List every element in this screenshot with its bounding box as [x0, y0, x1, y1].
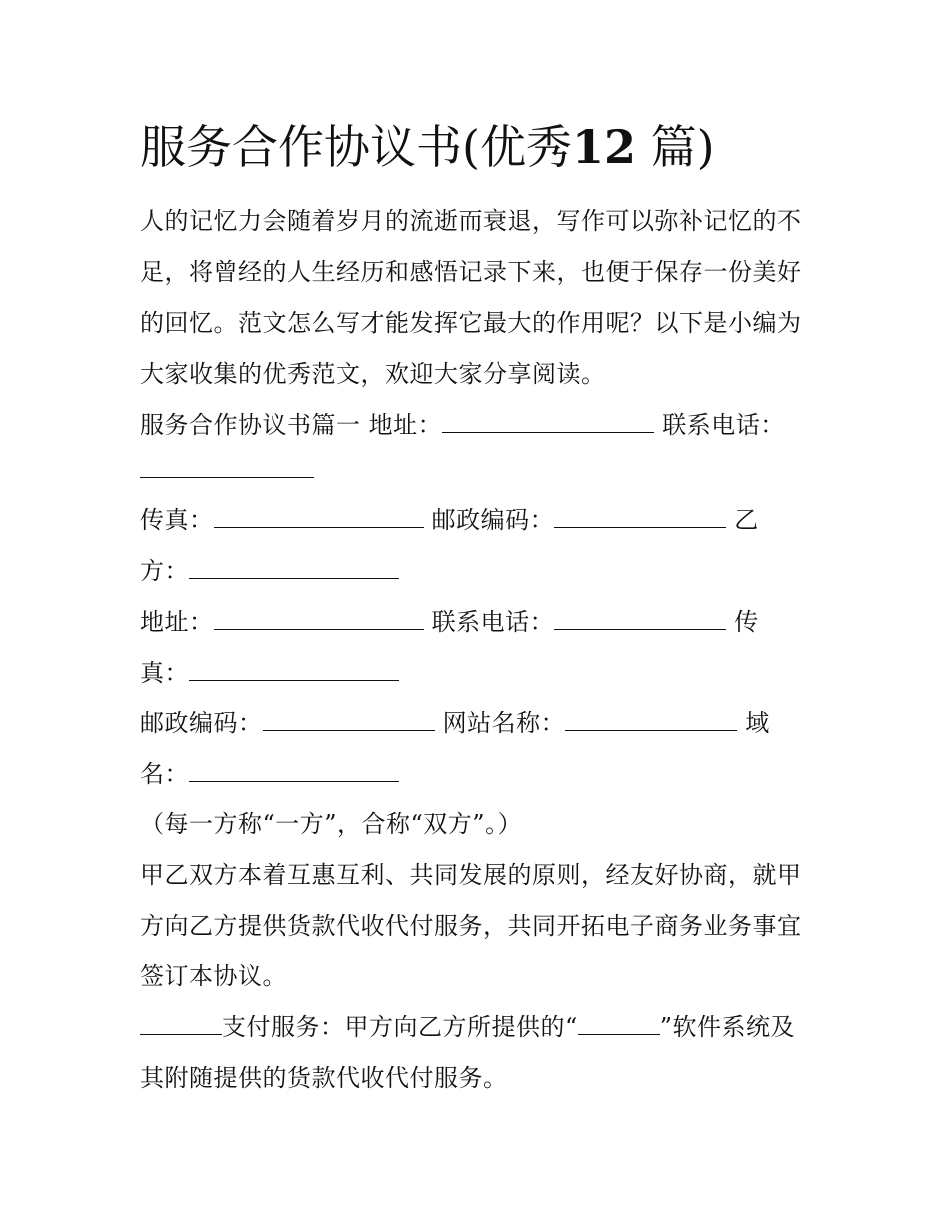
party-b-domain-blank	[189, 759, 399, 782]
party-b-domain-label-part1: 域	[745, 709, 770, 737]
party-b-fax-blank	[189, 658, 399, 681]
intro-line-4: 大家收集的优秀范文，欢迎大家分享阅读。	[140, 360, 606, 388]
service-name-blank	[140, 1012, 222, 1035]
party-b-label-part2: 方：	[140, 557, 189, 585]
party-a-postcode-blank	[554, 505, 726, 528]
party-a-phone-blank-line	[140, 452, 830, 488]
party-a-fax-blank	[214, 505, 424, 528]
party-b-address-line	[140, 604, 830, 640]
party-a-fax-line	[140, 502, 830, 538]
agreement-line-2: 方向乙方提供货款代收代付服务，共同开拓电子商务业务事宜	[140, 912, 802, 940]
service-line-1	[140, 1009, 830, 1045]
party-b-postcode-blank	[263, 708, 435, 731]
party-b-domain-label-part2: 名：	[140, 760, 189, 788]
agreement-line-3: 签订本协议。	[140, 962, 287, 990]
intro-line-1: 人的记忆力会随着岁月的流逝而衰退，写作可以弥补记忆的不	[140, 207, 802, 235]
parties-note: （每一方称“一方”，合称“双方”。）	[140, 810, 523, 838]
service-text-a: 支付服务：甲方向乙方所提供的“	[222, 1013, 578, 1041]
page-title	[140, 112, 840, 182]
title-suffix: 篇)	[650, 120, 715, 174]
party-a-postcode-label: 邮政编码：	[431, 506, 555, 534]
party-b-fax-line	[140, 655, 830, 691]
party-b-line	[140, 553, 830, 589]
agreement-line-1: 甲乙双方本着互惠互利、共同发展的原则，经友好协商，就甲	[140, 861, 802, 889]
party-b-phone-label: 联系电话：	[431, 608, 555, 636]
party-b-name-blank	[189, 556, 399, 579]
party-b-postcode-line	[140, 705, 830, 741]
party-b-address-blank	[214, 607, 424, 630]
party-b-fax-label-part1: 传	[734, 608, 759, 636]
title-space	[636, 120, 651, 174]
party-b-postcode-label: 邮政编码：	[140, 709, 263, 737]
party-a-address-line	[140, 407, 830, 443]
party-a-phone-label: 联系电话：	[662, 411, 785, 439]
party-a-heading: 服务合作协议书篇一 地址：	[140, 411, 443, 439]
party-a-phone-blank	[140, 455, 314, 478]
party-b-fax-label-part2: 真：	[140, 659, 189, 687]
party-b-site-blank	[565, 708, 737, 731]
party-a-fax-label: 传真：	[140, 506, 214, 534]
service-line-2: 其附随提供的货款代收代付服务。	[140, 1064, 508, 1092]
intro-line-2: 足，将曾经的人生经历和感悟记录下来，也便于保存一份美好	[140, 258, 802, 286]
party-b-domain-line	[140, 756, 830, 792]
party-b-site-label: 网站名称：	[442, 709, 566, 737]
title-prefix: 服务合作协议书(优秀	[140, 120, 572, 174]
party-b-label-part1: 乙	[734, 506, 759, 534]
service-text-b: ”软件系统及	[659, 1013, 796, 1041]
party-a-address-blank	[442, 410, 654, 433]
party-b-phone-blank	[554, 607, 726, 630]
title-number: 12	[571, 120, 636, 174]
party-b-address-label: 地址：	[140, 608, 214, 636]
intro-line-3: 的回忆。范文怎么写才能发挥它最大的作用呢？以下是小编为	[140, 309, 802, 337]
software-name-blank	[578, 1012, 660, 1035]
